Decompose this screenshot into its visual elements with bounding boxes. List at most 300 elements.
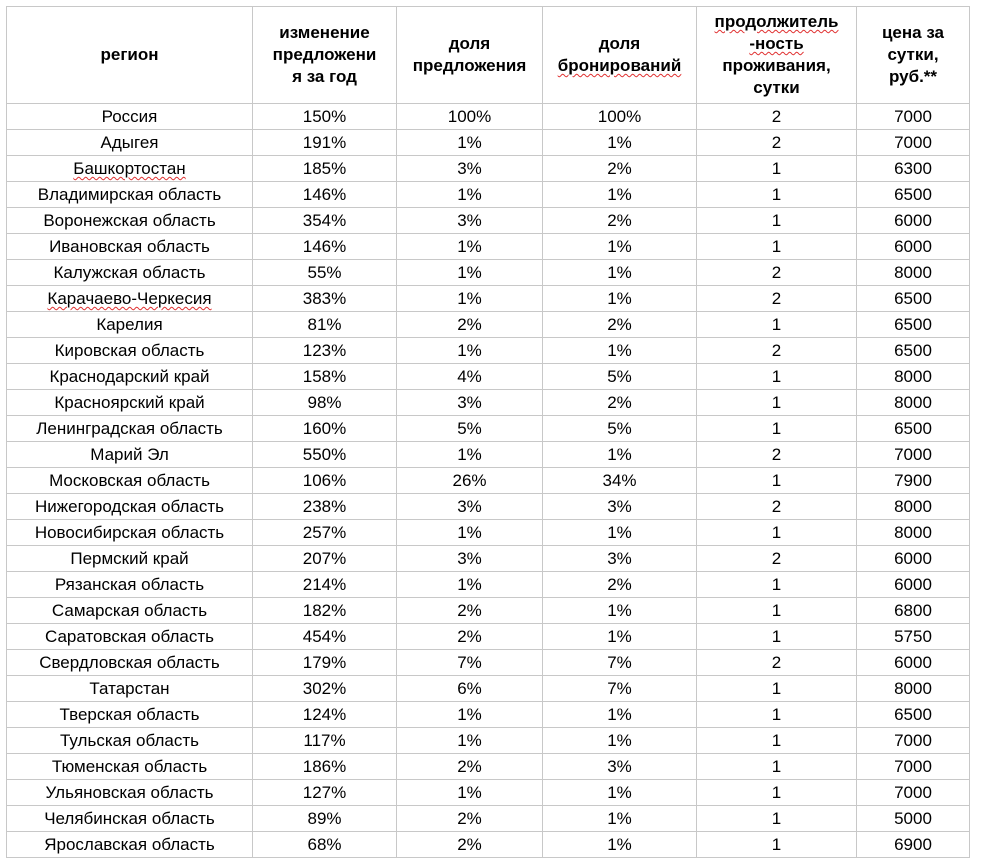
- cell-price-per-day: [857, 364, 970, 390]
- cell-booking-share: [543, 390, 697, 416]
- cell-text: Кировская область: [54, 341, 205, 360]
- cell-offer-share: [397, 442, 543, 468]
- cell-text: 7000: [894, 731, 932, 750]
- cell-offer-share: [397, 338, 543, 364]
- cell-offer-change: [253, 156, 397, 182]
- cell-offer-change: [253, 338, 397, 364]
- cell-text: 6000: [894, 549, 932, 568]
- cell-text: 1: [771, 705, 782, 724]
- column-header-stay-duration: [697, 7, 857, 104]
- cell-text: Карачаево-Черкесия: [47, 289, 212, 308]
- cell-price-per-day: [857, 104, 970, 130]
- cell-text: Саратовская область: [45, 627, 214, 646]
- column-header-offer-change: [253, 7, 397, 104]
- cell-text: 2%: [457, 835, 482, 854]
- cell-text: 2%: [607, 393, 632, 412]
- cell-region: [7, 546, 253, 572]
- cell-booking-share: [543, 546, 697, 572]
- cell-text: Пермский край: [70, 549, 189, 568]
- cell-stay-duration: [697, 364, 857, 390]
- column-header-line: предложения: [412, 56, 527, 75]
- cell-stay-duration: [697, 546, 857, 572]
- cell-text: Рязанская область: [54, 575, 205, 594]
- cell-text: Челябинская область: [44, 809, 215, 828]
- cell-text: 1: [771, 809, 782, 828]
- cell-text: 100%: [447, 107, 492, 126]
- cell-booking-share: [543, 156, 697, 182]
- cell-text: 1: [771, 783, 782, 802]
- cell-text: 7%: [607, 679, 632, 698]
- table-row: [7, 702, 970, 728]
- column-header-offer-share: [397, 7, 543, 104]
- cell-region: [7, 676, 253, 702]
- cell-text: 8000: [894, 523, 932, 542]
- header-row: [7, 7, 970, 104]
- table-row: [7, 546, 970, 572]
- cell-offer-change: [253, 806, 397, 832]
- column-header-region: [7, 7, 253, 104]
- cell-offer-change: [253, 260, 397, 286]
- cell-text: 1%: [607, 809, 632, 828]
- cell-text: 2%: [457, 627, 482, 646]
- cell-text: 127%: [302, 783, 347, 802]
- cell-text: Марий Эл: [90, 445, 169, 464]
- cell-offer-share: [397, 806, 543, 832]
- cell-text: Тюменская область: [51, 757, 208, 776]
- cell-price-per-day: [857, 494, 970, 520]
- cell-booking-share: [543, 676, 697, 702]
- cell-stay-duration: [697, 416, 857, 442]
- table-row: [7, 364, 970, 390]
- cell-text: 1: [771, 393, 782, 412]
- cell-stay-duration: [697, 494, 857, 520]
- cell-offer-change: [253, 702, 397, 728]
- cell-booking-share: [543, 832, 697, 858]
- cell-offer-share: [397, 832, 543, 858]
- cell-offer-change: [253, 520, 397, 546]
- cell-stay-duration: [697, 130, 857, 156]
- cell-booking-share: [543, 520, 697, 546]
- cell-price-per-day: [857, 468, 970, 494]
- cell-text: Московская область: [49, 471, 210, 490]
- cell-offer-change: [253, 208, 397, 234]
- cell-text: 1: [771, 575, 782, 594]
- cell-text: 257%: [302, 523, 347, 542]
- cell-text: 146%: [302, 237, 347, 256]
- cell-booking-share: [543, 182, 697, 208]
- cell-stay-duration: [697, 728, 857, 754]
- cell-text: 6300: [894, 159, 932, 178]
- cell-text: 3%: [457, 549, 482, 568]
- cell-booking-share: [543, 442, 697, 468]
- cell-text: 2: [771, 549, 782, 568]
- cell-region: [7, 806, 253, 832]
- cell-booking-share: [543, 468, 697, 494]
- cell-text: 1%: [607, 835, 632, 854]
- cell-text: 185%: [302, 159, 347, 178]
- column-header-line: предложени: [272, 45, 377, 64]
- cell-booking-share: [543, 702, 697, 728]
- cell-text: 2: [771, 653, 782, 672]
- cell-booking-share: [543, 650, 697, 676]
- cell-price-per-day: [857, 598, 970, 624]
- cell-price-per-day: [857, 702, 970, 728]
- cell-booking-share: [543, 312, 697, 338]
- column-header-line: изменение: [279, 23, 370, 42]
- cell-region: [7, 520, 253, 546]
- table-row: [7, 312, 970, 338]
- cell-text: 8000: [894, 367, 932, 386]
- cell-booking-share: [543, 104, 697, 130]
- cell-text: 2: [771, 497, 782, 516]
- cell-region: [7, 260, 253, 286]
- cell-text: 454%: [302, 627, 347, 646]
- cell-text: 34%: [602, 471, 637, 490]
- cell-text: Нижегородская область: [35, 497, 224, 516]
- cell-text: 1: [771, 627, 782, 646]
- cell-text: 1: [771, 679, 782, 698]
- cell-text: 3%: [457, 159, 482, 178]
- table-row: [7, 130, 970, 156]
- cell-text: 3%: [607, 497, 632, 516]
- cell-text: 1%: [607, 705, 632, 724]
- column-header-line: цена за: [881, 23, 945, 42]
- cell-text: 5%: [607, 367, 632, 386]
- cell-price-per-day: [857, 520, 970, 546]
- cell-text: Свердловская область: [39, 653, 220, 672]
- cell-stay-duration: [697, 702, 857, 728]
- cell-text: 1%: [457, 523, 482, 542]
- cell-text: 6500: [894, 185, 932, 204]
- column-header-line: я за год: [292, 67, 357, 86]
- cell-text: Красноярский край: [54, 393, 205, 412]
- cell-offer-change: [253, 546, 397, 572]
- cell-price-per-day: [857, 676, 970, 702]
- cell-text: 6500: [894, 289, 932, 308]
- table-row: [7, 728, 970, 754]
- cell-text: 1: [771, 523, 782, 542]
- cell-text: 7%: [607, 653, 632, 672]
- table-row: [7, 780, 970, 806]
- cell-text: 8000: [894, 393, 932, 412]
- cell-offer-change: [253, 650, 397, 676]
- cell-text: 1%: [457, 445, 482, 464]
- cell-stay-duration: [697, 312, 857, 338]
- cell-text: 6000: [894, 575, 932, 594]
- table-row: [7, 208, 970, 234]
- cell-region: [7, 624, 253, 650]
- data-table-container: [6, 6, 970, 858]
- column-header-line: регион: [100, 45, 159, 64]
- cell-text: Самарская область: [51, 601, 208, 620]
- cell-text: 7000: [894, 107, 932, 126]
- cell-price-per-day: [857, 806, 970, 832]
- cell-offer-share: [397, 260, 543, 286]
- cell-region: [7, 182, 253, 208]
- cell-text: 1%: [607, 783, 632, 802]
- cell-booking-share: [543, 754, 697, 780]
- cell-offer-change: [253, 598, 397, 624]
- cell-text: Россия: [101, 107, 158, 126]
- cell-text: 1%: [457, 783, 482, 802]
- cell-text: 5%: [607, 419, 632, 438]
- cell-price-per-day: [857, 546, 970, 572]
- cell-offer-share: [397, 468, 543, 494]
- table-row: [7, 156, 970, 182]
- column-header-line: доля: [448, 34, 491, 53]
- cell-text: 6500: [894, 419, 932, 438]
- cell-booking-share: [543, 728, 697, 754]
- cell-offer-share: [397, 624, 543, 650]
- cell-text: 6000: [894, 653, 932, 672]
- cell-text: 354%: [302, 211, 347, 230]
- cell-text: 106%: [302, 471, 347, 490]
- cell-stay-duration: [697, 104, 857, 130]
- table-row: [7, 520, 970, 546]
- cell-text: 238%: [302, 497, 347, 516]
- cell-text: 550%: [302, 445, 347, 464]
- cell-text: 146%: [302, 185, 347, 204]
- cell-offer-share: [397, 182, 543, 208]
- cell-text: 8000: [894, 497, 932, 516]
- cell-booking-share: [543, 364, 697, 390]
- cell-offer-change: [253, 416, 397, 442]
- table-row: [7, 338, 970, 364]
- cell-text: 2%: [607, 159, 632, 178]
- cell-text: 2%: [607, 315, 632, 334]
- table-row: [7, 650, 970, 676]
- table-row: [7, 754, 970, 780]
- cell-price-per-day: [857, 442, 970, 468]
- cell-region: [7, 208, 253, 234]
- cell-text: 2: [771, 133, 782, 152]
- cell-booking-share: [543, 780, 697, 806]
- cell-text: 1%: [457, 575, 482, 594]
- cell-booking-share: [543, 494, 697, 520]
- table-row: [7, 806, 970, 832]
- cell-offer-share: [397, 546, 543, 572]
- cell-text: Воронежская область: [43, 211, 216, 230]
- cell-price-per-day: [857, 416, 970, 442]
- cell-booking-share: [543, 416, 697, 442]
- cell-region: [7, 442, 253, 468]
- cell-text: 89%: [307, 809, 342, 828]
- cell-offer-share: [397, 572, 543, 598]
- table-row: [7, 234, 970, 260]
- cell-offer-change: [253, 832, 397, 858]
- cell-booking-share: [543, 208, 697, 234]
- cell-text: 1: [771, 367, 782, 386]
- cell-text: 1%: [457, 263, 482, 282]
- cell-text: Ульяновская область: [45, 783, 214, 802]
- cell-region: [7, 130, 253, 156]
- cell-text: 179%: [302, 653, 347, 672]
- cell-text: 1%: [457, 185, 482, 204]
- cell-text: 1: [771, 419, 782, 438]
- cell-region: [7, 468, 253, 494]
- table-header: [7, 7, 970, 104]
- cell-text: 1%: [607, 731, 632, 750]
- cell-price-per-day: [857, 832, 970, 858]
- table-row: [7, 624, 970, 650]
- cell-text: Калужская область: [53, 263, 206, 282]
- cell-stay-duration: [697, 390, 857, 416]
- cell-text: 7000: [894, 445, 932, 464]
- cell-offer-change: [253, 442, 397, 468]
- column-header-line: сутки,: [887, 45, 939, 64]
- cell-offer-share: [397, 130, 543, 156]
- cell-region: [7, 338, 253, 364]
- cell-booking-share: [543, 598, 697, 624]
- cell-region: [7, 598, 253, 624]
- cell-offer-share: [397, 754, 543, 780]
- cell-text: Ивановская область: [49, 237, 210, 256]
- cell-stay-duration: [697, 598, 857, 624]
- cell-region: [7, 754, 253, 780]
- cell-text: 1%: [457, 731, 482, 750]
- cell-text: 2: [771, 445, 782, 464]
- cell-region: [7, 312, 253, 338]
- column-header-booking-share: [543, 7, 697, 104]
- cell-text: 1%: [607, 133, 632, 152]
- cell-text: 2: [771, 263, 782, 282]
- cell-text: 2%: [607, 211, 632, 230]
- cell-text: 1: [771, 757, 782, 776]
- cell-region: [7, 494, 253, 520]
- cell-region: [7, 780, 253, 806]
- table-row: [7, 416, 970, 442]
- cell-offer-share: [397, 494, 543, 520]
- cell-booking-share: [543, 234, 697, 260]
- cell-text: 6500: [894, 705, 932, 724]
- cell-stay-duration: [697, 832, 857, 858]
- cell-offer-share: [397, 390, 543, 416]
- table-row: [7, 390, 970, 416]
- cell-text: 81%: [307, 315, 342, 334]
- cell-stay-duration: [697, 754, 857, 780]
- cell-text: 3%: [607, 549, 632, 568]
- cell-text: 100%: [597, 107, 642, 126]
- cell-offer-change: [253, 390, 397, 416]
- cell-text: 8000: [894, 679, 932, 698]
- cell-text: 1%: [457, 237, 482, 256]
- cell-price-per-day: [857, 130, 970, 156]
- cell-offer-share: [397, 520, 543, 546]
- cell-offer-share: [397, 286, 543, 312]
- cell-booking-share: [543, 338, 697, 364]
- cell-text: 1: [771, 237, 782, 256]
- column-header-line: руб.**: [888, 67, 938, 86]
- cell-text: 68%: [307, 835, 342, 854]
- cell-region: [7, 702, 253, 728]
- cell-text: Краснодарский край: [49, 367, 210, 386]
- cell-offer-share: [397, 728, 543, 754]
- cell-text: Адыгея: [100, 133, 159, 152]
- column-header-line: продолжитель: [714, 12, 839, 31]
- table-row: [7, 260, 970, 286]
- cell-region: [7, 390, 253, 416]
- cell-text: 117%: [303, 731, 346, 750]
- cell-text: 6%: [457, 679, 482, 698]
- cell-booking-share: [543, 260, 697, 286]
- cell-offer-share: [397, 156, 543, 182]
- cell-offer-change: [253, 312, 397, 338]
- cell-text: 383%: [302, 289, 347, 308]
- cell-region: [7, 416, 253, 442]
- cell-text: 123%: [302, 341, 347, 360]
- cell-stay-duration: [697, 234, 857, 260]
- cell-text: 1%: [607, 601, 632, 620]
- cell-text: 1%: [607, 627, 632, 646]
- cell-stay-duration: [697, 338, 857, 364]
- cell-booking-share: [543, 624, 697, 650]
- cell-text: 3%: [607, 757, 632, 776]
- cell-text: 1%: [607, 263, 632, 282]
- table-row: [7, 598, 970, 624]
- cell-price-per-day: [857, 728, 970, 754]
- cell-region: [7, 156, 253, 182]
- cell-text: 2%: [457, 315, 482, 334]
- table-body: [7, 104, 970, 858]
- cell-text: 26%: [452, 471, 487, 490]
- cell-text: Владимирская область: [37, 185, 222, 204]
- cell-stay-duration: [697, 260, 857, 286]
- cell-offer-share: [397, 598, 543, 624]
- table-row: [7, 494, 970, 520]
- cell-price-per-day: [857, 650, 970, 676]
- cell-text: Башкортостан: [73, 159, 186, 178]
- cell-price-per-day: [857, 390, 970, 416]
- cell-text: 1%: [457, 341, 482, 360]
- cell-text: 5%: [457, 419, 482, 438]
- cell-text: 124%: [302, 705, 347, 724]
- cell-text: 1%: [607, 445, 632, 464]
- table-row: [7, 442, 970, 468]
- cell-text: 7%: [457, 653, 482, 672]
- cell-text: 8000: [894, 263, 932, 282]
- cell-offer-share: [397, 702, 543, 728]
- cell-text: Татарстан: [89, 679, 170, 698]
- cell-price-per-day: [857, 208, 970, 234]
- cell-text: 214%: [302, 575, 347, 594]
- cell-offer-change: [253, 234, 397, 260]
- cell-offer-change: [253, 728, 397, 754]
- cell-text: 7000: [894, 757, 932, 776]
- cell-text: 186%: [302, 757, 347, 776]
- cell-text: 1%: [607, 341, 632, 360]
- cell-stay-duration: [697, 624, 857, 650]
- cell-text: 302%: [302, 679, 347, 698]
- cell-offer-change: [253, 780, 397, 806]
- cell-region: [7, 364, 253, 390]
- column-header-line: проживания,: [722, 56, 831, 75]
- column-header-line: -ность: [749, 34, 804, 53]
- column-header-line: бронирований: [557, 56, 682, 75]
- cell-text: 1: [771, 315, 782, 334]
- cell-stay-duration: [697, 572, 857, 598]
- cell-text: 6500: [894, 341, 932, 360]
- cell-stay-duration: [697, 650, 857, 676]
- cell-text: 1%: [607, 237, 632, 256]
- cell-text: 6000: [894, 237, 932, 256]
- cell-offer-change: [253, 494, 397, 520]
- cell-text: 2%: [457, 757, 482, 776]
- cell-price-per-day: [857, 624, 970, 650]
- cell-text: 1%: [457, 289, 482, 308]
- cell-offer-share: [397, 780, 543, 806]
- cell-text: 158%: [302, 367, 347, 386]
- cell-stay-duration: [697, 468, 857, 494]
